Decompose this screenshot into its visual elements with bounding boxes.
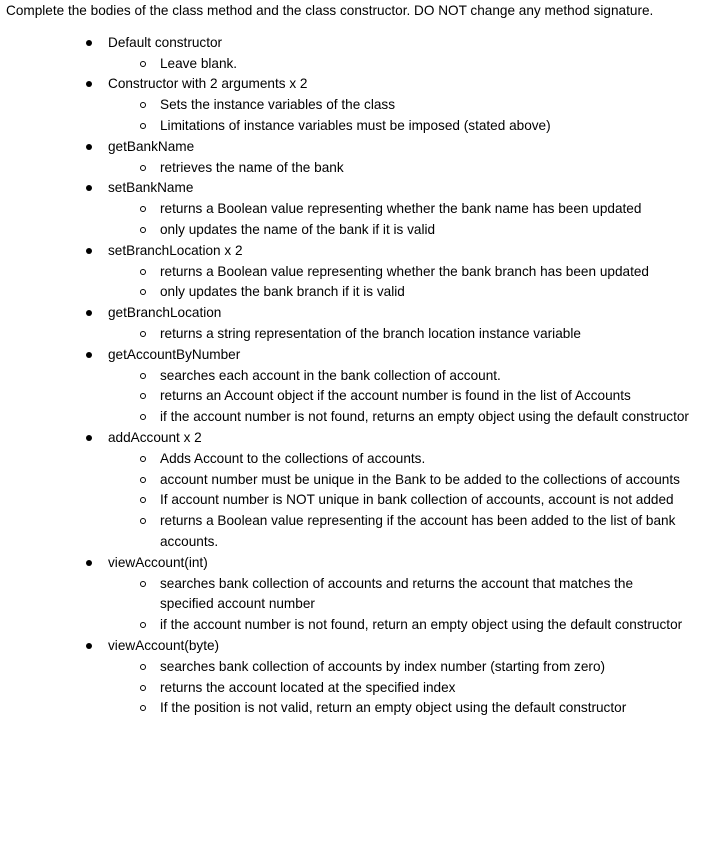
- circle-bullet-icon: [140, 664, 146, 670]
- circle-bullet-icon: [140, 414, 146, 420]
- method-detail-item: [160, 116, 689, 137]
- method-detail-text: returns a Boolean value representing whether the bank branch has been updated: [160, 263, 649, 279]
- method-details-list: [108, 366, 689, 428]
- method-detail-text: If account number is NOT unique in bank collection of accounts, account is not added: [160, 492, 674, 508]
- circle-bullet-icon: [140, 165, 146, 171]
- method-label: viewAccount(int): [108, 554, 208, 570]
- method-detail-text: Leave blank.: [160, 55, 238, 71]
- circle-bullet-icon: [140, 373, 146, 379]
- method-detail-text: retrieves the name of the bank: [160, 159, 344, 175]
- bullet-icon: [86, 144, 92, 150]
- method-details-list: [108, 574, 689, 636]
- method-item: [108, 33, 689, 75]
- method-detail-item: [160, 678, 689, 699]
- bullet-icon: [86, 81, 92, 87]
- circle-bullet-icon: [140, 497, 146, 503]
- method-detail-text: if the account number is not found, return an empty object using the default constructor: [160, 617, 683, 633]
- method-item: [108, 241, 689, 303]
- method-item: [108, 303, 689, 345]
- circle-bullet-icon: [140, 123, 146, 129]
- method-label: setBranchLocation x 2: [108, 242, 243, 258]
- method-details-list: [108, 324, 689, 345]
- circle-bullet-icon: [140, 269, 146, 275]
- circle-bullet-icon: [140, 61, 146, 67]
- method-detail-text: searches each account in the bank collection of account.: [160, 367, 501, 383]
- method-detail-item: [160, 262, 689, 283]
- method-detail-text: Sets the instance variables of the class: [160, 97, 395, 113]
- method-detail-item: [160, 511, 689, 553]
- method-detail-item: [160, 220, 689, 241]
- method-detail-item: [160, 199, 689, 220]
- method-detail-text: account number must be unique in the Bank to be added to the collections of accounts: [160, 471, 680, 487]
- method-item: [108, 428, 689, 553]
- method-label: addAccount x 2: [108, 429, 202, 445]
- circle-bullet-icon: [140, 206, 146, 212]
- circle-bullet-icon: [140, 102, 146, 108]
- circle-bullet-icon: [140, 456, 146, 462]
- method-detail-text: If the position is not valid, return an empty object using the default constructor: [160, 700, 627, 716]
- method-item: [108, 636, 689, 719]
- method-label: viewAccount(byte): [108, 637, 220, 653]
- method-detail-text: if the account number is not found, returns an empty object using the default constructor: [160, 409, 689, 425]
- method-item: [108, 345, 689, 428]
- method-detail-item: [160, 95, 689, 116]
- method-detail-item: [160, 54, 689, 75]
- method-detail-text: Adds Account to the collections of accounts.: [160, 450, 426, 466]
- bullet-icon: [86, 435, 92, 441]
- method-detail-item: [160, 158, 689, 179]
- method-details-list: [108, 199, 689, 241]
- method-detail-item: [160, 386, 689, 407]
- circle-bullet-icon: [140, 227, 146, 233]
- circle-bullet-icon: [140, 622, 146, 628]
- method-detail-item: [160, 366, 689, 387]
- circle-bullet-icon: [140, 289, 146, 295]
- circle-bullet-icon: [140, 581, 146, 587]
- bullet-icon: [86, 185, 92, 191]
- method-label: getBankName: [108, 138, 195, 154]
- method-detail-text: returns a string representation of the branch location instance variable: [160, 325, 581, 341]
- method-label: getAccountByNumber: [108, 346, 241, 362]
- method-label: getBranchLocation: [108, 305, 222, 321]
- method-item: [108, 74, 689, 136]
- method-detail-text: Limitations of instance variables must be imposed (stated above): [160, 117, 551, 133]
- circle-bullet-icon: [140, 393, 146, 399]
- method-label: Constructor with 2 arguments x 2: [108, 76, 308, 92]
- method-item: [108, 137, 689, 179]
- bullet-icon: [86, 643, 92, 649]
- method-label: Default constructor: [108, 34, 223, 50]
- method-detail-item: [160, 657, 689, 678]
- method-detail-item: [160, 407, 689, 428]
- method-detail-text: only updates the bank branch if it is valid: [160, 284, 405, 300]
- method-details-list: [108, 262, 689, 304]
- instructions-intro: Complete the bodies of the class method and the class constructor. DO NOT change any method signature.: [6, 3, 654, 18]
- method-detail-text: returns the account located at the specified index: [160, 679, 456, 695]
- circle-bullet-icon: [140, 705, 146, 711]
- method-details-list: [108, 158, 689, 179]
- method-detail-item: [160, 615, 689, 636]
- bullet-icon: [86, 352, 92, 358]
- method-detail-text: searches bank collection of accounts and returns the account that matches the specified account number: [160, 575, 634, 612]
- bullet-icon: [86, 248, 92, 254]
- method-item: [108, 178, 689, 240]
- method-detail-text: searches bank collection of accounts by index number (starting from zero): [160, 658, 606, 674]
- method-details-list: [108, 54, 689, 75]
- circle-bullet-icon: [140, 518, 146, 524]
- bullet-icon: [86, 40, 92, 46]
- method-detail-item: [160, 282, 689, 303]
- circle-bullet-icon: [140, 331, 146, 337]
- method-list: [6, 33, 689, 719]
- bullet-icon: [86, 560, 92, 566]
- method-label: setBankName: [108, 180, 194, 196]
- method-detail-item: [160, 574, 689, 616]
- method-detail-text: returns an Account object if the account number is found in the list of Accounts: [160, 388, 631, 404]
- bullet-icon: [86, 310, 92, 316]
- method-detail-item: [160, 698, 689, 719]
- method-details-list: [108, 449, 689, 553]
- method-detail-item: [160, 449, 689, 470]
- method-detail-item: [160, 490, 689, 511]
- method-details-list: [108, 657, 689, 719]
- method-detail-item: [160, 470, 689, 491]
- circle-bullet-icon: [140, 685, 146, 691]
- method-detail-text: returns a Boolean value representing whether the bank name has been updated: [160, 201, 642, 217]
- method-details-list: [108, 95, 689, 137]
- circle-bullet-icon: [140, 477, 146, 483]
- method-detail-text: only updates the name of the bank if it is valid: [160, 221, 436, 237]
- method-item: [108, 553, 689, 636]
- method-detail-text: returns a Boolean value representing if the account has been added to the list of bank accounts.: [160, 513, 676, 549]
- method-detail-item: [160, 324, 689, 345]
